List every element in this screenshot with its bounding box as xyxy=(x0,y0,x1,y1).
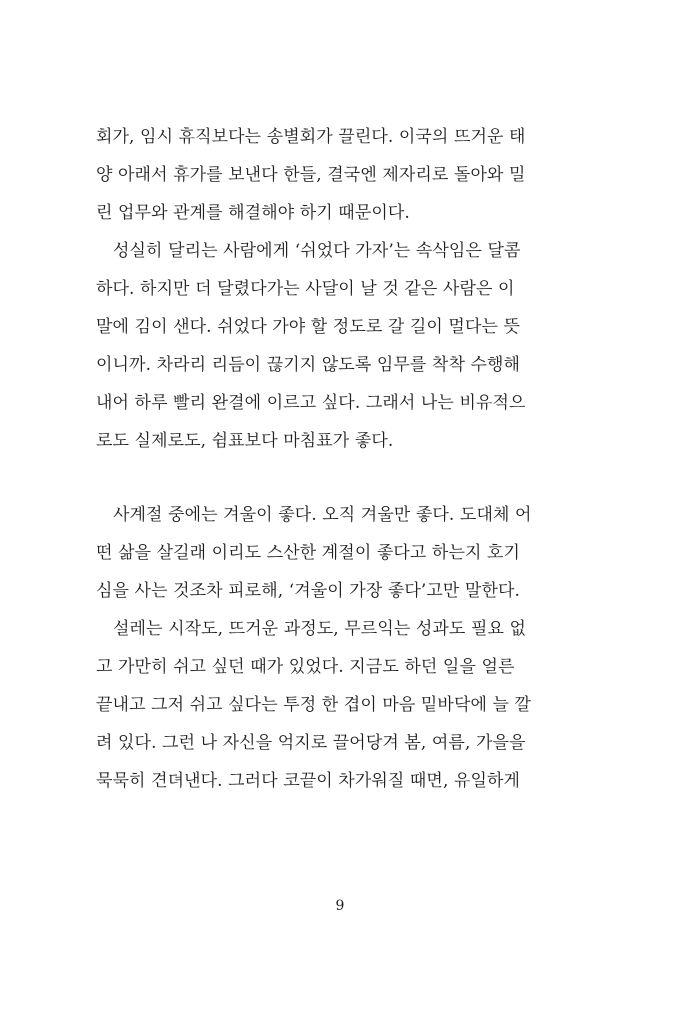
text-line: 로도 실제로도, 쉼표보다 마침표가 좋다. xyxy=(96,431,394,451)
text-line: 고 가만히 쉬고 싶던 때가 있었다. 지금도 하던 일을 얼른 xyxy=(96,657,515,677)
text-line: 사계절 중에는 겨울이 좋다. 오직 겨울만 좋다. 도대체 어 xyxy=(113,505,532,525)
text-line: 성실히 달리는 사람에게 ‘쉬었다 가자’는 속삭임은 달콤 xyxy=(113,241,521,261)
text-line: 이니까. 차라리 리듬이 끊기지 않도록 임무를 착착 수행해 xyxy=(96,355,521,375)
text-line: 회가, 임시 휴직보다는 송별회가 끌린다. 이국의 뜨거운 태 xyxy=(96,127,526,147)
text-line: 하다. 하지만 더 달렸다가는 사달이 날 것 같은 사람은 이 xyxy=(96,279,515,299)
text-line: 끝내고 그저 쉬고 싶다는 투정 한 겹이 마음 밑바닥에 늘 깔 xyxy=(96,695,532,715)
text-block-1 xyxy=(96,118,588,460)
text-line: 심을 사는 것조차 피로해, ‘겨울이 가장 좋다’고만 말한다. xyxy=(96,581,521,601)
text-line: 묵묵히 견뎌낸다. 그러다 코끝이 차가워질 때면, 유일하게 xyxy=(96,771,521,791)
text-line: 떤 삶을 살길래 이리도 스산한 계절이 좋다고 하는지 호기 xyxy=(96,543,521,563)
text-line: 말에 김이 샌다. 쉬었다 가야 할 정도로 갈 길이 멀다는 뜻 xyxy=(96,317,521,337)
text-block-2 xyxy=(96,496,588,800)
text-line: 양 아래서 휴가를 보낸다 한들, 결국엔 제자리로 돌아와 밀 xyxy=(96,165,526,185)
text-line: 려 있다. 그런 나 자신을 억지로 끌어당겨 봄, 여름, 가을을 xyxy=(96,733,526,753)
text-line: 린 업무와 관계를 해결해야 하기 때문이다. xyxy=(96,203,410,223)
text-line: 내어 하루 빨리 완결에 이르고 싶다. 그래서 나는 비유적으 xyxy=(96,393,526,413)
page-number: 9 xyxy=(335,898,345,914)
text-line: 설레는 시작도, 뜨거운 과정도, 무르익는 성과도 필요 없 xyxy=(113,619,527,639)
